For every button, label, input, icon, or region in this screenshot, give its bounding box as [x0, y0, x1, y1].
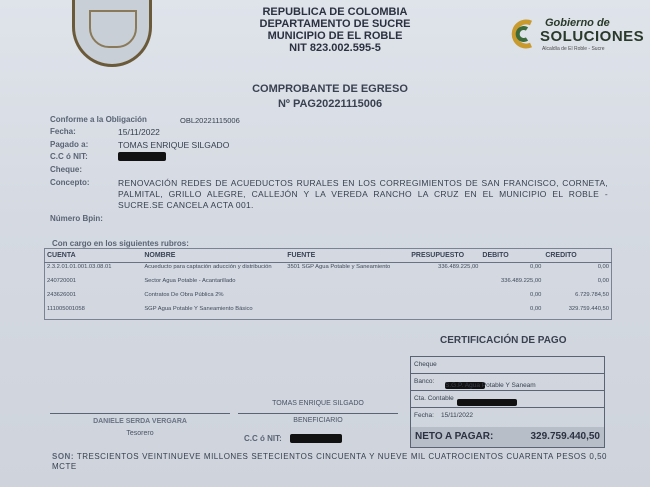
- pagado-value: TOMAS ENRIQUE SILGADO: [118, 140, 230, 150]
- bpin-label: Número Bpin:: [50, 214, 103, 223]
- nit-label: C.C ó NIT:: [50, 152, 88, 161]
- logo-line-2: SOLUCIONES: [540, 28, 645, 45]
- document-title: COMPROBANTE DE EGRESO: [252, 83, 408, 95]
- cell-credito: 329.759.440,50: [568, 306, 609, 312]
- cheque-label: Cheque:: [50, 165, 82, 174]
- cell-nombre: SGP Agua Potable Y Saneamiento Básico: [144, 306, 253, 312]
- tesorero-name: DANIELE SERDA VERGARA: [93, 418, 187, 425]
- rubros-table: [44, 248, 612, 320]
- concepto-value: RENOVACIÓN REDES DE ACUEDUCTOS RURALES EN LOS CORREGIMIENTOS DE SAN FRANCISCO, CORNETA, PALMITAL, GRILLO ALEGRE, CALLEJÓN Y LA VEREDA RANCHO LA CRUZ EN EL MUNICIPIO EL ROBLE - SUCRE.SE CANCELA ACTA 001.: [118, 178, 608, 210]
- neto-a-pagar: [411, 427, 604, 447]
- certificacion-title: CERTIFICACIÓN DE PAGO: [440, 335, 567, 346]
- son-label: SON:: [52, 452, 74, 461]
- amount-in-words: [52, 452, 607, 472]
- municipality-logo: [505, 17, 645, 57]
- col-nombre: NOMBRE: [142, 249, 285, 263]
- neto-label: NETO A PAGAR:: [415, 431, 494, 442]
- tesorero-signature-line: [50, 413, 230, 414]
- son-text: TRESCIENTOS VEINTINUEVE MILLONES SETECIENTOS CINCUENTA Y NUEVE MIL CUATROCIENTOS CUARENTA PESOS 0,50 MCTE: [52, 452, 608, 471]
- col-credito: CREDITO: [543, 249, 611, 263]
- nit-value-redacted: [118, 151, 166, 161]
- table-row: [45, 305, 612, 320]
- header-line-3: MUNICIPIO DE EL ROBLE: [267, 30, 403, 42]
- cell-cuenta: 111005001058: [47, 306, 85, 312]
- neto-value: 329.759.440,50: [530, 431, 600, 442]
- cell-credito: 6.729.784,50: [575, 292, 609, 298]
- cell-presupuesto: [409, 277, 480, 291]
- cell-cuenta: 243626001: [47, 292, 77, 298]
- certificacion-box: [410, 356, 605, 448]
- beneficiario-cc-label: C.C ó NIT:: [244, 434, 282, 443]
- cell-presupuesto: [409, 291, 480, 305]
- table-row: [45, 291, 612, 305]
- cert-banco-label: Banco:: [414, 378, 435, 385]
- tesorero-role: Tesorero: [126, 430, 154, 437]
- pagado-label: Pagado a:: [50, 140, 89, 149]
- cta-row: [411, 391, 604, 408]
- table-row: [45, 277, 612, 291]
- cell-debito: 0,00: [530, 264, 542, 270]
- beneficiario-role: BENEFICIARIO: [293, 417, 343, 424]
- conforme-label: Conforme a la Obligación: [50, 115, 147, 124]
- cell-credito: 0,00: [597, 264, 609, 270]
- col-fuente: FUENTE: [285, 249, 409, 263]
- cell-cuenta: 240720001: [47, 278, 77, 284]
- redaction-mark: [118, 152, 166, 161]
- cell-credito: 0,00: [597, 278, 609, 284]
- cheque-row: [411, 357, 604, 374]
- concepto-label: Concepto:: [50, 178, 90, 187]
- document-header: [230, 6, 440, 54]
- table-row: [45, 263, 612, 278]
- cell-debito: 0,00: [530, 306, 542, 312]
- cell-debito: 0,00: [530, 292, 542, 298]
- col-debito: DEBITO: [480, 249, 543, 263]
- conforme-value: OBL20221115006: [180, 116, 240, 125]
- cert-fecha-value: 15/11/2022: [441, 412, 474, 419]
- rubros-header-row: [45, 249, 612, 263]
- col-cuenta: CUENTA: [45, 249, 143, 263]
- logo-line-3: Alcaldía de El Roble - Sucre: [542, 46, 605, 52]
- cert-cta-label: Cta. Contable: [414, 395, 454, 402]
- header-line-2: DEPARTAMENTO DE SUCRE: [259, 18, 411, 30]
- coat-of-arms-icon: [72, 0, 152, 67]
- fecha-label: Fecha:: [50, 127, 76, 136]
- beneficiario-signature-line: [238, 413, 398, 414]
- cell-nombre: Contratos De Obra Pública 2%: [144, 292, 224, 298]
- banco-row: [411, 374, 604, 391]
- cell-fuente: [285, 305, 409, 320]
- beneficiario-name: TOMAS ENRIQUE SILGADO: [272, 400, 364, 407]
- cell-cuenta: 2.3.2.01.01.001.03.08.01: [47, 264, 112, 270]
- logo-line-1: Gobierno de: [545, 17, 610, 29]
- cert-cheque-label: Cheque: [414, 361, 437, 368]
- cell-fuente: [285, 291, 409, 305]
- header-line-1: REPUBLICA DE COLOMBIA: [262, 6, 408, 18]
- col-presupuesto: PRESUPUESTO: [409, 249, 480, 263]
- cell-debito: 336.489.225,00: [501, 278, 542, 284]
- cell-presupuesto: 336.489.225,00: [438, 264, 479, 270]
- document-number: Nº PAG20221115006: [277, 98, 383, 110]
- cert-fecha-label: Fecha:: [414, 412, 434, 419]
- beneficiario-cc-redacted: [290, 433, 342, 443]
- fecha-value: 15/11/2022: [118, 127, 160, 137]
- redaction-mark: [457, 399, 517, 406]
- cell-nombre: Sector Agua Potable - Acantarillado: [144, 278, 236, 284]
- cell-presupuesto: [409, 305, 480, 320]
- cell-nombre: Acueducto para captación aducción y distribución: [144, 264, 272, 270]
- header-nit: NIT 823.002.595-5: [289, 42, 381, 54]
- rubros-title: Con cargo en los siguientes rubros:: [52, 239, 189, 248]
- fecha-row: [411, 408, 604, 424]
- soluciones-logo-icon: [505, 17, 535, 51]
- cell-fuente: [285, 277, 409, 291]
- banco-name: S.G.P. Agua Potable Y Saneam: [445, 382, 536, 389]
- redaction-mark: [290, 434, 342, 443]
- cell-fuente: 3501 SGP Agua Potable y Saneamiento: [287, 264, 391, 270]
